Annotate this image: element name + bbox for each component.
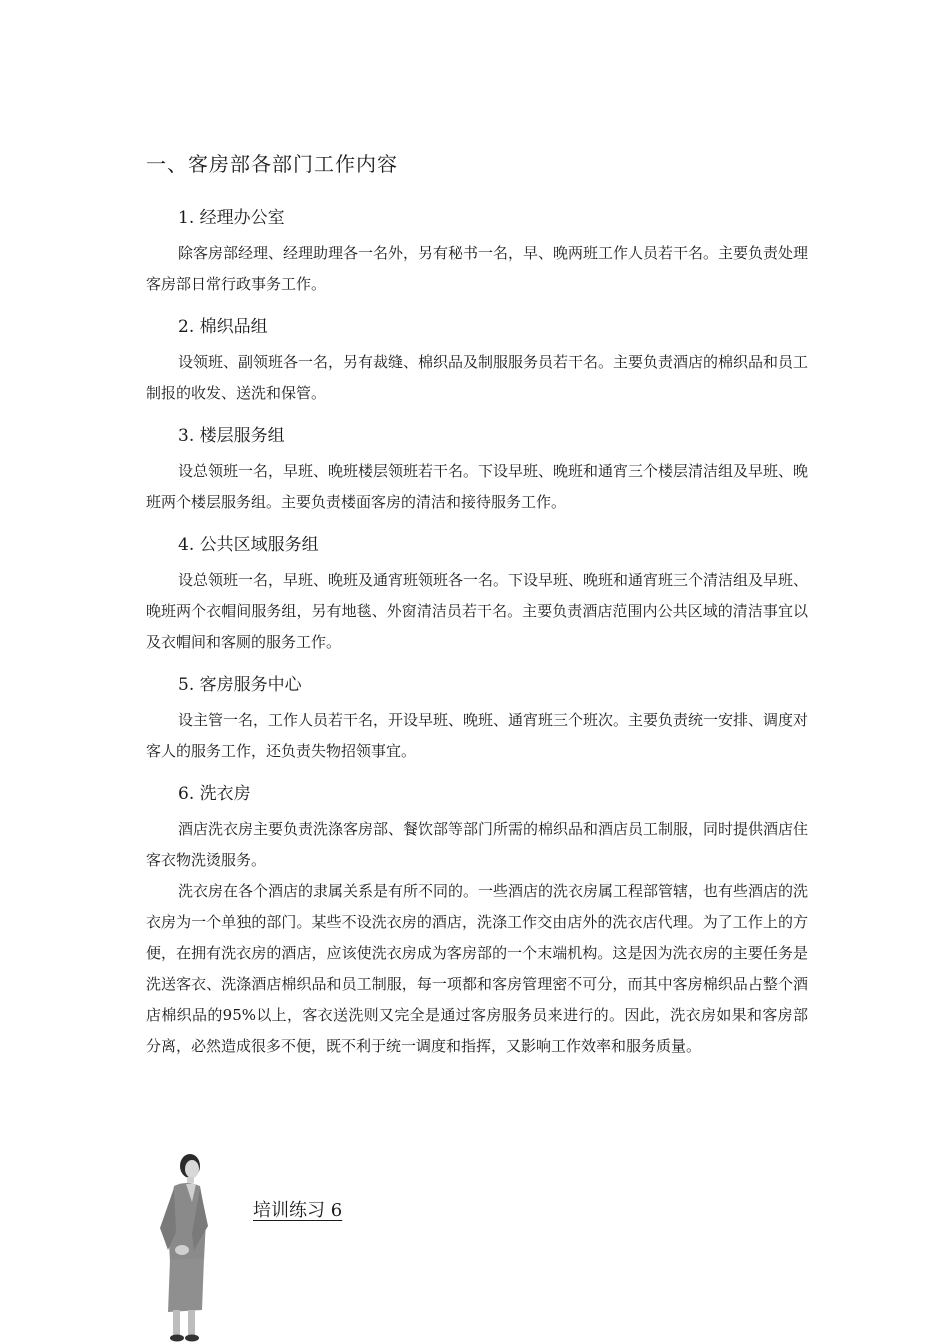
section-paragraph: 设总领班一名，早班、晚班楼层领班若干名。下设早班、晚班和通宵三个楼层清洁组及早班、晚班两个楼层服务组。主要负责楼面客房的清洁和接待服务工作。 [146, 462, 809, 511]
section-laundry [146, 779, 808, 1062]
section-heading: 1. 经理办公室 [178, 208, 285, 228]
section-public-area [146, 530, 808, 658]
staff-bowing-figure [146, 1150, 216, 1344]
section-paragraph: 除客房部经理、经理助理各一名外，另有秘书一名，早、晚两班工作人员若干名。主要负责处理客房部日常行政事务工作。 [146, 244, 809, 293]
section-manager-office [146, 203, 808, 300]
section-paragraph: 设主管一名，工作人员若干名，开设早班、晚班、通宵班三个班次。主要负责统一安排、调度对客人的服务工作，还负责失物招领事宜。 [146, 711, 809, 760]
section-heading: 6. 洗衣房 [178, 784, 251, 804]
section-paragraph: 设领班、副领班各一名，另有裁缝、棉织品及制服服务员若干名。主要负责酒店的棉织品和员工制报的收发、送洗和保管。 [146, 353, 809, 402]
section-service-center [146, 670, 808, 767]
section-linen-group [146, 312, 808, 409]
exercise-footer [146, 1150, 446, 1344]
exercise-title: 培训练习 6 [253, 1200, 343, 1221]
section-paragraph: 酒店洗衣房主要负责洗涤客房部、餐饮部等部门所需的棉织品和酒店员工制服，同时提供酒店住客衣物洗烫服务。 [146, 820, 809, 869]
section-heading: 5. 客房服务中心 [178, 675, 302, 695]
section-paragraph: 设总领班一名，早班、晚班及通宵班领班各一名。下设早班、晚班和通宵班三个清洁组及早班、晚班两个衣帽间服务组，另有地毯、外窗清洁员若干名。主要负责酒店范围内公共区域的清洁事宜以及衣帽间和客厕的服务工作。 [146, 571, 809, 651]
document-body [146, 203, 808, 1074]
section-heading: 3. 楼层服务组 [178, 426, 285, 446]
section-floor-service [146, 421, 808, 518]
section-paragraph: 洗衣房在各个酒店的隶属关系是有所不同的。一些酒店的洗衣房属工程部管辖，也有些酒店的洗衣房为一个单独的部门。某些不设洗衣房的酒店，洗涤工作交由店外的洗衣店代理。为了工作上的方便，在拥有洗衣房的酒店，应该使洗衣房成为客房部的一个末端机构。这是因为洗衣房的主要任务是洗送客衣、洗涤酒店棉织品和员工制服，每一项都和客房管理密不可分，而其中客房棉织品占整个酒店棉织品的95%以上，客衣送洗则又完全是通过客房服务员来进行的。因此，洗衣房如果和客房部分离，必然造成很多不便，既不利于统一调度和指挥，又影响工作效率和服务质量。 [146, 882, 809, 1055]
section-heading: 2. 棉织品组 [178, 317, 268, 337]
page-title: 一、客房部各部门工作内容 [146, 152, 398, 176]
section-heading: 4. 公共区域服务组 [178, 535, 319, 555]
